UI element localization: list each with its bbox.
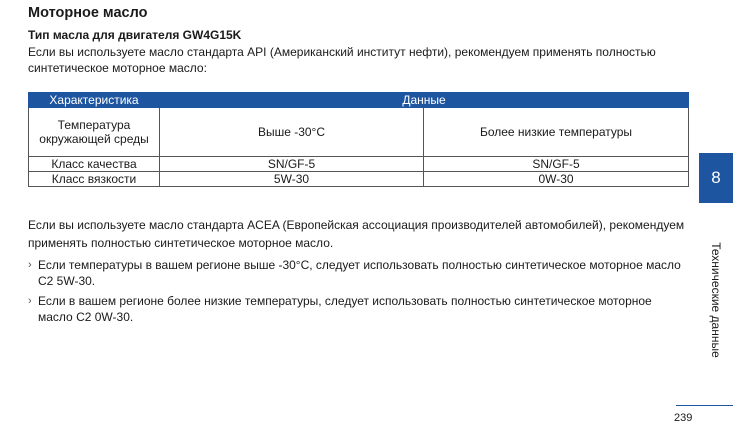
- table-cell-label: Температура окружающей среды: [29, 108, 160, 157]
- page-number-rule: [676, 405, 733, 406]
- table-row: [29, 172, 689, 187]
- intro-paragraph: Если вы используете масло стандарта API (Американский институт нефти), рекомендуем применять полностью синтетическое моторное масло:: [28, 45, 656, 75]
- table-cell: SN/GF-5: [424, 157, 689, 172]
- acea-paragraph: Если вы используете масло стандарта ACEA (Европейская ассоциация производителей автомобилей), рекомендуем применять полностью синтетическое моторное масло.: [28, 218, 685, 250]
- list-item-text: Если температуры в вашем регионе выше -30°C, следует использовать полностью синтетическое моторное масло C2 5W-30.: [38, 258, 681, 288]
- table-header-data: Данные: [160, 93, 689, 108]
- list-item-text: Если в вашем регионе более низкие температуры, следует использовать полностью синтетическое моторное масло C2 0W-30.: [38, 294, 652, 324]
- list-item: [28, 293, 688, 325]
- table-row: [29, 108, 689, 157]
- oil-spec-table: [28, 92, 689, 187]
- table-cell: Выше -30°C: [160, 108, 424, 157]
- chapter-title-vertical: Технические данные: [709, 242, 723, 358]
- table-header-row: [29, 93, 689, 108]
- table-header-characteristic: Характеристика: [29, 93, 160, 108]
- table-cell: 5W-30: [160, 172, 424, 187]
- table-row: [29, 157, 689, 172]
- section-title: Моторное масло: [28, 5, 148, 21]
- chevron-right-icon: ›: [28, 259, 32, 271]
- chevron-right-icon: ›: [28, 295, 32, 307]
- table-cell-label: Класс вязкости: [29, 172, 160, 187]
- section-subtitle: Тип масла для двигателя GW4G15K: [28, 28, 242, 42]
- table-cell-label: Класс качества: [29, 157, 160, 172]
- chapter-tab: [699, 153, 733, 203]
- list-item: [28, 257, 688, 289]
- table-cell: SN/GF-5: [160, 157, 424, 172]
- acea-bullet-list: [28, 257, 688, 329]
- table-cell: 0W-30: [424, 172, 689, 187]
- table-cell: Более низкие температуры: [424, 108, 689, 157]
- page-number: 239: [674, 412, 693, 424]
- chapter-number: 8: [711, 168, 721, 187]
